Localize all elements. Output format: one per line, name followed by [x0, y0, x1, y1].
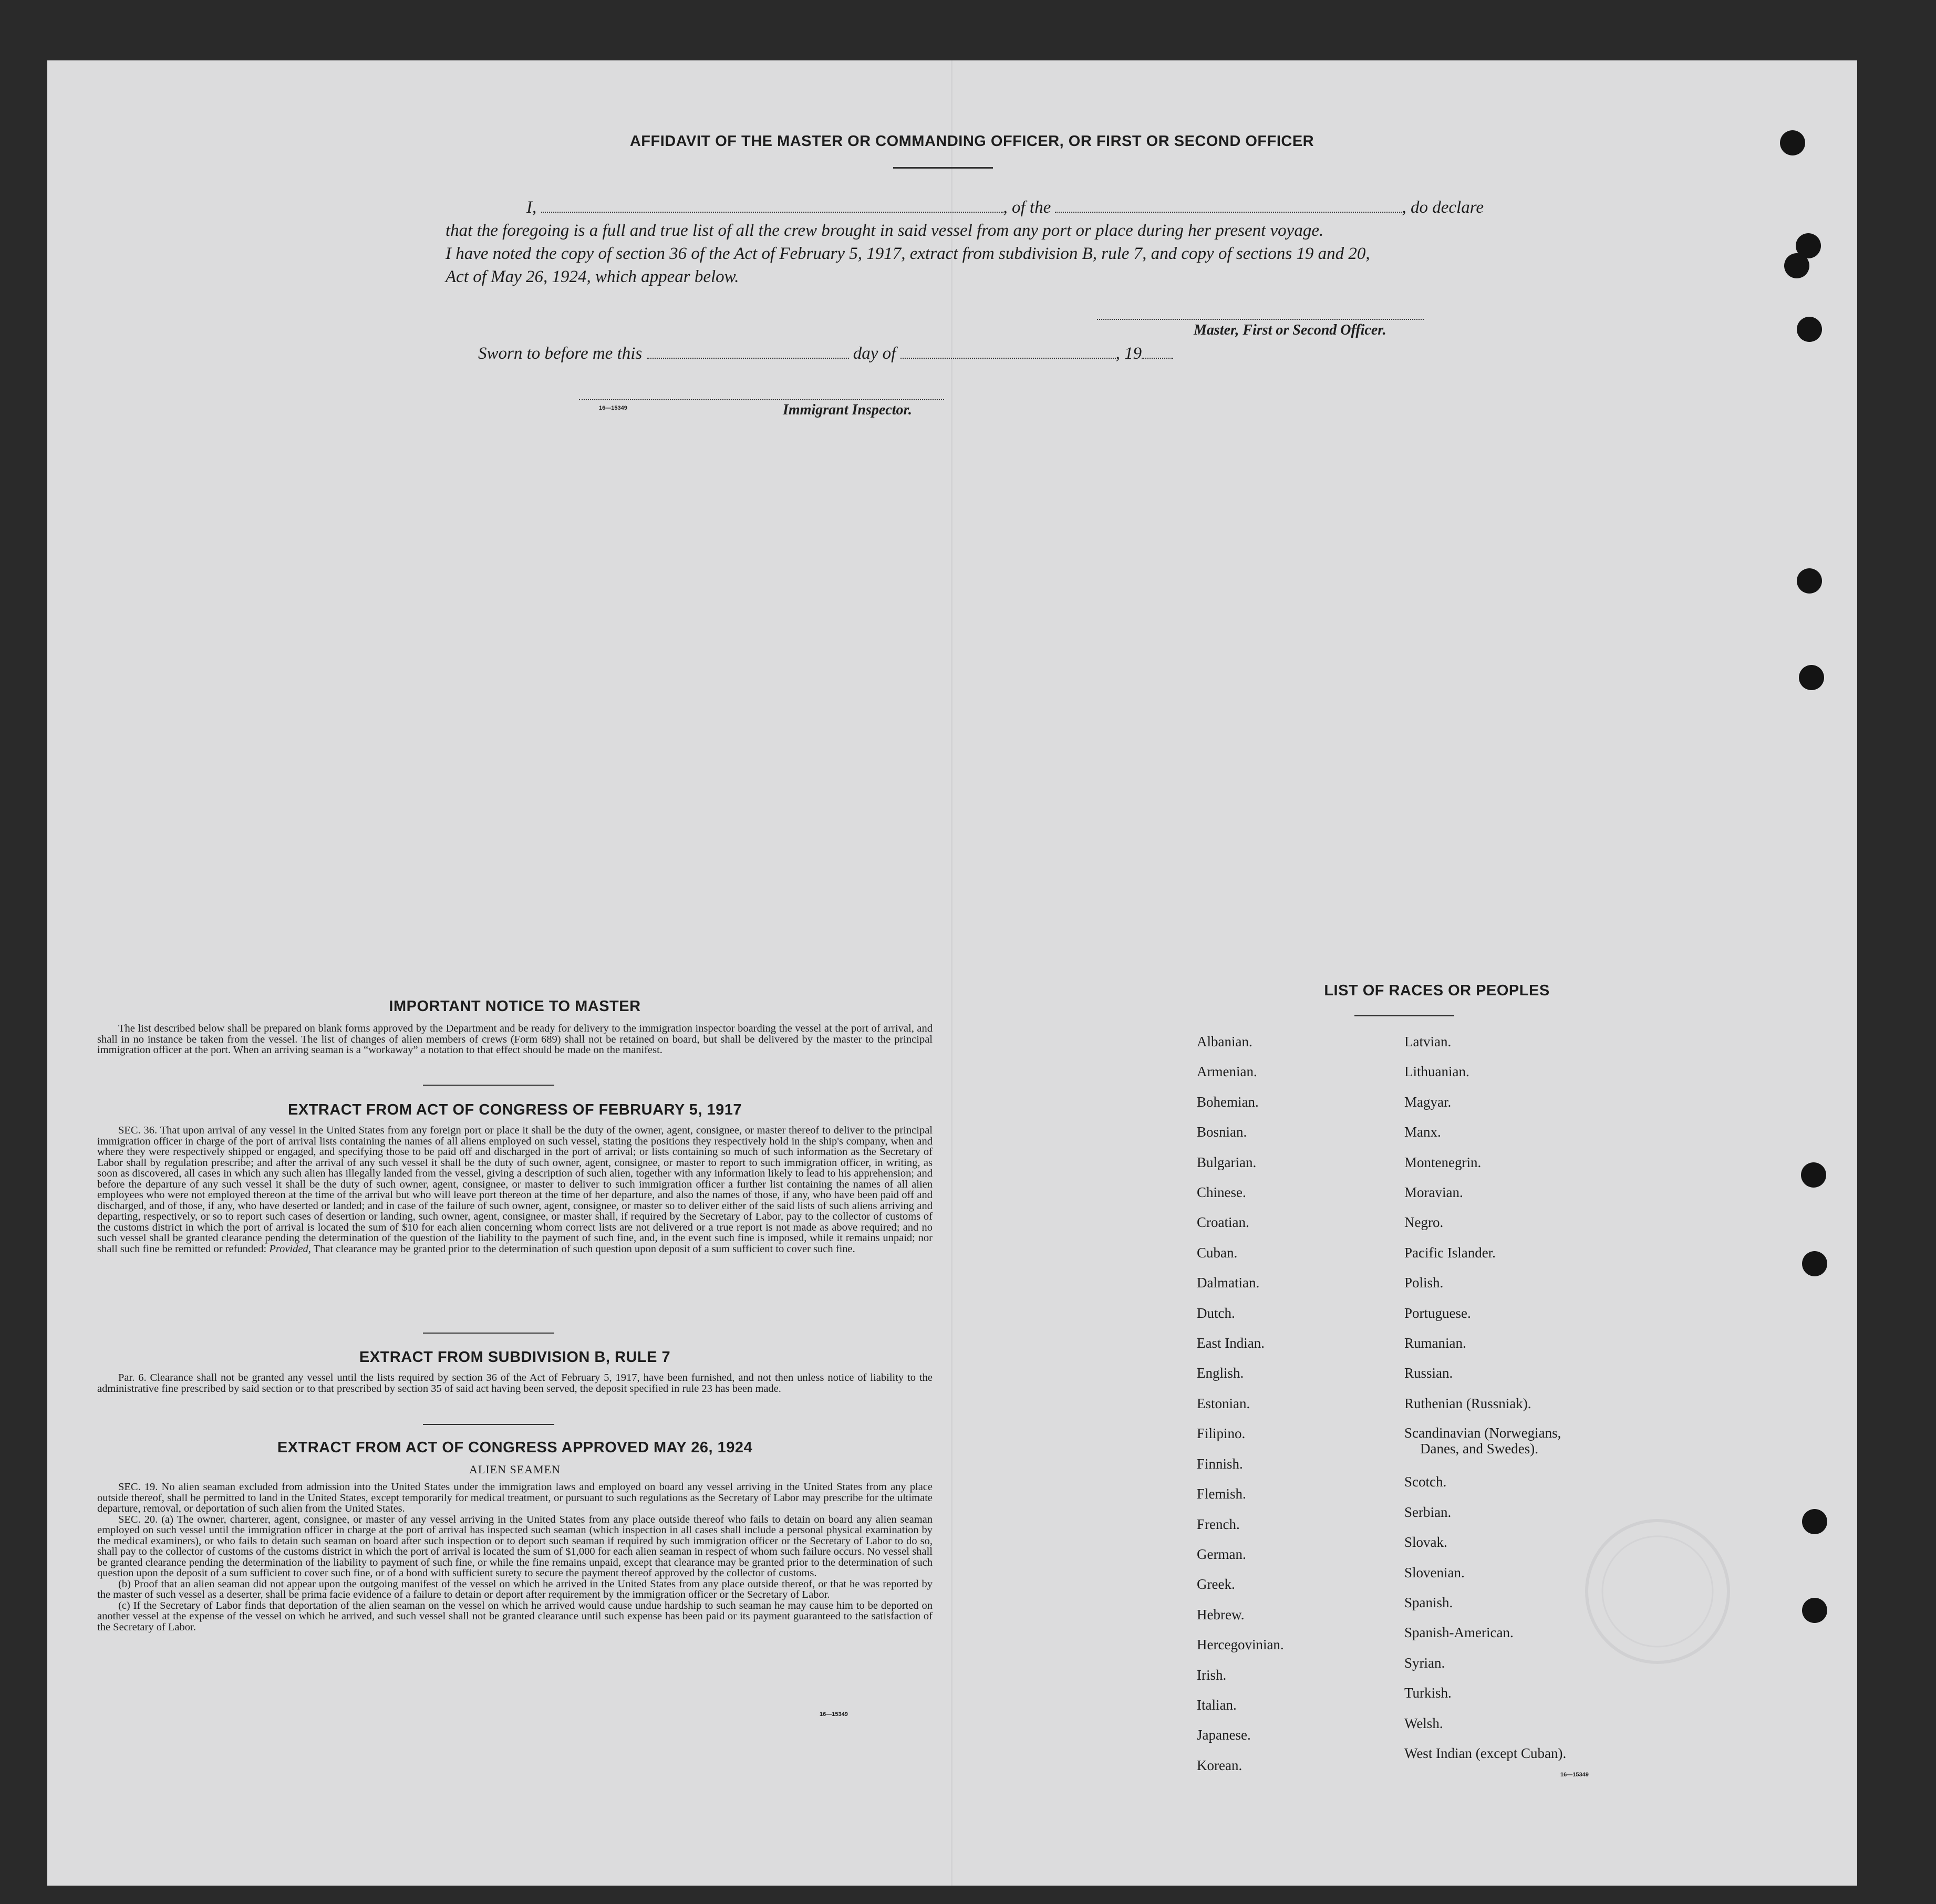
day-of-text: day of [853, 344, 896, 363]
binder-hole-icon [1799, 665, 1824, 690]
name-blank[interactable] [541, 210, 1003, 213]
center-fold [951, 60, 953, 1886]
race-item: Polish. [1404, 1275, 1444, 1291]
extract-b-text [97, 1372, 933, 1394]
race-item: Bosnian. [1197, 1124, 1247, 1140]
races-title: LIST OF RACES OR PEOPLES [1324, 982, 1550, 999]
race-item: Chinese. [1197, 1184, 1246, 1201]
race-item: German. [1197, 1546, 1246, 1562]
divider-1 [423, 1085, 554, 1086]
binder-hole-icon [1780, 130, 1805, 155]
notice-title: IMPORTANT NOTICE TO MASTER [389, 998, 641, 1015]
race-item: Greek. [1197, 1576, 1235, 1593]
master-signature-line[interactable] [1097, 319, 1424, 320]
divider-3 [423, 1424, 554, 1425]
race-item: Flemish. [1197, 1486, 1246, 1502]
race-item: West Indian (except Cuban). [1404, 1745, 1567, 1761]
race-item: Serbian. [1404, 1504, 1452, 1520]
year-prefix: , 19 [1115, 344, 1142, 363]
affidavit-i-word: I, [526, 198, 537, 217]
inspector-caption: Immigrant Inspector. [783, 402, 912, 418]
race-item: Armenian. [1197, 1064, 1257, 1080]
race-item: Portuguese. [1404, 1305, 1471, 1321]
race-item: Pacific Islander. [1404, 1244, 1496, 1261]
race-item: Scandinavian (Norwegians, [1404, 1425, 1561, 1441]
race-item: Finnish. [1197, 1455, 1243, 1472]
document-sheet [47, 60, 1857, 1886]
extract-1917-title: EXTRACT FROM ACT OF CONGRESS OF FEBRUARY 5, 1917 [287, 1101, 742, 1118]
extract-1924-title: EXTRACT FROM ACT OF CONGRESS APPROVED MAY 26, 1924 [277, 1439, 753, 1456]
affidavit-line-2: that the foregoing is a full and true list of all the crew brought in said vessel from any port or place during her present voyage. [446, 221, 1324, 240]
extract-b-title: EXTRACT FROM SUBDIVISION B, RULE 7 [359, 1349, 671, 1366]
race-item: East Indian. [1197, 1335, 1265, 1351]
race-item: Manx. [1404, 1124, 1441, 1140]
race-item: Hercegovinian. [1197, 1637, 1284, 1653]
divider-2 [423, 1333, 554, 1334]
race-item: Rumanian. [1404, 1335, 1466, 1351]
notice-text [97, 1023, 933, 1056]
races-form-number: 16—15349 [1560, 1772, 1589, 1778]
race-item: Negro. [1404, 1214, 1444, 1231]
race-item: Bulgarian. [1197, 1154, 1257, 1170]
inspector-signature-line[interactable] [579, 399, 944, 400]
binder-hole-icon [1797, 317, 1822, 342]
race-item: Ruthenian (Russniak). [1404, 1395, 1531, 1411]
notice-paragraph: The list described below shall be prepared on blank forms approved by the Department and be ready for delivery to the immigration inspector boarding the vessel at the port of arrival, and shall in no instance be taken from the vessel. The list of changes of alien members of crews (Form 689) shall not be retained on board, but shall be delivered by the master to the principal immigration officer at the port. When an arriving seaman is a “workaway” a notation to that effect should be made on the manifest. [97, 1023, 933, 1056]
race-item: Cuban. [1197, 1244, 1238, 1261]
sec-20c-paragraph: (c) If the Secretary of Labor finds that deportation of the alien seaman on the vessel on which he arrived would cause undue hardship to such seaman he may cause him to be deported on another vessel at the expense of the vessel on which he arrived, and such vessel shall not be granted clearance until such expense has been paid or its payment guaranteed to the satisfaction of the Secretary of Labor. [97, 1599, 933, 1633]
sec-36-text: SEC. 36. That upon arrival of any vessel in the United States from any foreign port or place it shall be the duty of the owner, agent, consignee, or master thereof to deliver to the principal immigration officer in charge of the port of arrival lists containing the names of all aliens employed on such vessel, stating the positions they respectively hold in the ship's company, when and where they were respectively shipped or engaged, and specifying those to be paid off and discharged in the port of arrival; or lists containing so much of such information as the Secretary of Labor shall by regulation prescribe; and after the arrival of any such vessel it shall be the duty of such owner, agent, consignee, or master to report to such immigration officer, in writing, as soon as discovered, all cases in which any such alien has illegally landed from the vessel, giving a description of such alien, together with any information likely to lead to his apprehension; and before the departure of any such vessel it shall be the duty of such owner, agent, consignee, or master to deliver to such immigration officer a further list containing the names of all alien employees who were not employed thereon at the time of the arrival but who will leave port thereon at the time of her departure, and also the names of those, if any, who have been paid off and discharged, and of those, if any, who have deserted or landed; and in case of the failure of such owner, agent, consignee, or master so to deliver either of the said lists of such aliens arriving and departing, respectively, or so to report such cases of desertion or landing, such owner, agent, consignee, or master shall, if required by the Secretary of Labor, pay to the collector of customs of the customs district in which the port of arrival is located the sum of $10 for each alien concerning whom correct lists are not delivered or a true report is not made as above required; and no such vessel shall be granted clearance pending the determination of the question of the liability to the payment of such fine, and, in the event such fine is imposed, while it remains unpaid; nor shall such fine be remitted or refunded: [97, 1125, 933, 1255]
affidavit-line-3: I have noted the copy of section 36 of the Act of February 5, 1917, extract from subdivision B, rule 7, and copy of sections 19 and 20, [446, 244, 1370, 263]
binder-hole-icon [1784, 253, 1809, 278]
provided-word: Provided, [269, 1243, 311, 1255]
race-item: Danes, and Swedes). [1420, 1441, 1538, 1457]
race-item: Hebrew. [1197, 1606, 1245, 1622]
race-item: Latvian. [1404, 1034, 1452, 1049]
sworn-month-blank[interactable] [900, 356, 1116, 359]
sworn-line [478, 344, 1173, 363]
race-item: Lithuanian. [1404, 1064, 1469, 1080]
affidavit-line-1 [526, 198, 1484, 217]
race-item: Turkish. [1404, 1685, 1452, 1701]
sworn-text: Sworn to before me this [478, 344, 643, 363]
race-item: Moravian. [1404, 1184, 1463, 1201]
race-item: Slovenian. [1404, 1564, 1465, 1580]
binder-hole-icon [1797, 568, 1822, 594]
sec-36-paragraph [97, 1125, 933, 1254]
race-item: Filipino. [1197, 1426, 1246, 1442]
race-item: Dutch. [1197, 1305, 1235, 1321]
race-item: Korean. [1197, 1757, 1243, 1773]
race-item: Slovak. [1404, 1534, 1447, 1551]
embossed-seal-icon [1581, 1515, 1734, 1668]
race-item: Albanian. [1197, 1034, 1252, 1049]
race-item: Bohemian. [1197, 1094, 1259, 1110]
race-item: Spanish-American. [1404, 1625, 1514, 1641]
extract-form-number: 16—15349 [820, 1711, 848, 1718]
sec-19-paragraph: SEC. 19. No alien seaman excluded from admission into the United States under the immigration laws and employed on board any vessel arriving in the United States from any place outside thereof, shall be permitted to land in the United States, except temporarily for medical treatment, or pursuant to such regulations as the Secretary of Labor may prescribe for the ultimate departure, removal, or deportation of such alien from the United States. [97, 1481, 933, 1514]
race-item: Syrian. [1404, 1655, 1445, 1671]
race-item: Croatian. [1197, 1214, 1249, 1231]
race-item: Irish. [1197, 1667, 1227, 1683]
sworn-year-blank[interactable] [1142, 356, 1173, 359]
races-title-rule [1354, 1015, 1454, 1016]
extract-1924-text [97, 1482, 933, 1632]
race-item: Russian. [1404, 1365, 1453, 1381]
sec-20b-paragraph: (b) Proof that an alien seaman did not appear upon the outgoing manifest of the vessel on which he arrived in the United States from any place outside thereof, or that he was reported by the master of such vessel as a deserter, shall be prima facie evidence of a failure to detain or deport after requirement by the immigration officer or the Secretary of Labor. [97, 1578, 933, 1600]
affidavit-title: AFFIDAVIT OF THE MASTER OR COMMANDING OFFICER, OR FIRST OR SECOND OFFICER [629, 133, 1314, 150]
extract-1917-text [97, 1125, 933, 1254]
binder-hole-icon [1802, 1251, 1827, 1276]
race-item: Italian. [1197, 1697, 1237, 1713]
race-item: Japanese. [1197, 1727, 1251, 1743]
affidavit-line-4: Act of May 26, 1924, which appear below. [446, 267, 739, 286]
affidavit-title-rule [893, 167, 993, 169]
sworn-day-blank[interactable] [647, 356, 849, 359]
race-item: Welsh. [1404, 1715, 1443, 1731]
races-column-1 [1197, 1027, 1284, 1781]
race-item: Scotch. [1404, 1474, 1447, 1490]
affidavit-form-number: 16—15349 [599, 405, 627, 411]
alien-seamen-subtitle: ALIEN SEAMEN [469, 1463, 561, 1476]
par-6-paragraph: Par. 6. Clearance shall not be granted any vessel until the lists required by section 36 of the Act of February 5, 1917, have been furnished, and not then unless notice of liability to the administrative fine prescribed by said section or to that prescribed by section 35 of said act having been served, the deposit specified in rule 23 has been made. [97, 1372, 933, 1395]
vessel-blank[interactable] [1055, 210, 1402, 213]
race-item: Spanish. [1404, 1594, 1453, 1610]
races-column-2 [1404, 1027, 1566, 1768]
sec-20a-paragraph: SEC. 20. (a) The owner, charterer, agent, consignee, or master of any vessel arriving in the United States from any place outside thereof who fails to detain on board any alien seaman employed on such vessel until the immigration officer in charge at the port of arrival has inspected such seaman (which inspection in all cases shall include a personal physical examination by the medical examiners), or who fails to detain such seaman on board after such inspection or to deport such seaman if required by such immigration officer or the Secretary of Labor to do so, shall pay to the collector of customs of the customs district in which the port of arrival is located the sum of $1,000 for each alien seaman in respect of whom such failure occurs. No vessel shall be granted clearance pending the determination of the liability to payment of such fine, or while the fine remains unpaid, except that clearance may be granted prior to the determination of such question upon the deposit of a sum sufficient to cover such fine, or of a bond with sufficient surety to secure the payment thereof approved by the collector of customs. [97, 1513, 933, 1579]
race-item: Magyar. [1404, 1094, 1452, 1110]
master-caption: Master, First or Second Officer. [1194, 322, 1386, 338]
binder-hole-icon [1802, 1509, 1827, 1534]
binder-hole-icon [1802, 1598, 1827, 1623]
race-item: Dalmatian. [1197, 1275, 1260, 1291]
race-item: Estonian. [1197, 1395, 1250, 1411]
do-declare-text: , do declare [1402, 198, 1484, 217]
race-item: French. [1197, 1516, 1240, 1532]
race-item: Montenegrin. [1404, 1154, 1482, 1170]
race-item: English. [1197, 1365, 1244, 1381]
of-the-text: , of the [1003, 198, 1051, 217]
sec-36-end: That clearance may be granted prior to the determination of such question upon deposit of a sum sufficient to cover such fine. [313, 1243, 855, 1255]
binder-hole-icon [1801, 1162, 1826, 1188]
